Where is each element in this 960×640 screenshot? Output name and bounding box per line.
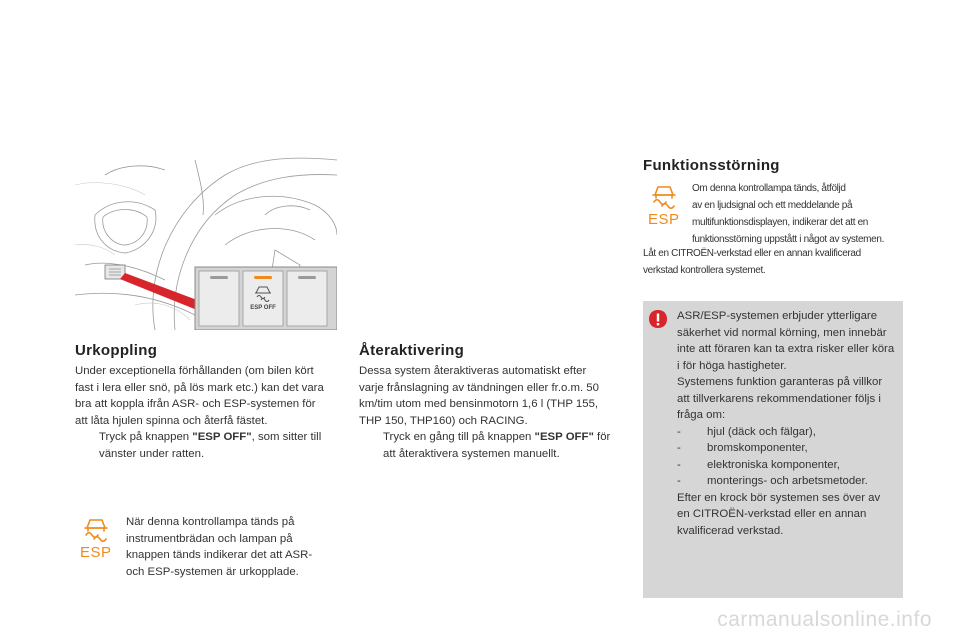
warning-outro: Efter en krock bör systemen ses över av en CITROËN-verkstad eller en annan kvalificerad verkstad. <box>677 491 881 537</box>
esp-off-button-label: ESP OFF <box>250 305 276 311</box>
funktionsstorning-after-text <box>643 245 913 279</box>
funktionsstorning-after-line: Låt en CITROËN-verkstad eller en annan kvalificerad <box>643 248 861 259</box>
funktionsstorning-line: funktionsstörning uppstått i något av systemen. <box>692 234 885 245</box>
esp-lamp-label: ESP <box>80 544 112 561</box>
funktionsstorning-after-line: verkstad kontrollera systemet. <box>643 265 766 276</box>
warning-list-item: - hjul (däck och fälgar), <box>677 425 816 438</box>
funktionsstorning-line: Om denna kontrollampa tänds, åtföljd <box>692 183 846 194</box>
bullet-marker-icon <box>359 429 383 462</box>
urkoppling-bullet-text: Tryck på knappen "ESP OFF", som sitter till vänster under ratten. <box>99 431 322 460</box>
urkoppling-section <box>75 363 330 462</box>
exclamation-icon <box>648 309 668 329</box>
esp-car-icon <box>648 183 680 209</box>
ateraktivering-section <box>359 363 614 462</box>
esp-fault-label: ESP <box>648 211 680 228</box>
warning-intro: ASR/ESP-systemen erbjuder ytterligare säkerhet vid normal körning, men innebär inte att föraren kan ta extra risker eller köra i för höga hastigheter. <box>677 310 895 372</box>
esp-warning-lamp-icon <box>80 516 112 560</box>
warning-icon <box>648 309 668 329</box>
ateraktivering-bullet-text: Tryck en gång till på knappen "ESP OFF" för att återaktivera systemen manuellt. <box>383 431 611 460</box>
warning-conditions: Systemens funktion garanteras på villkor att tillverkarens rekommendationer följs i fråga om: <box>677 376 883 421</box>
watermark-text: carmanualsonline.info <box>717 608 932 631</box>
dashboard-drawing <box>75 155 337 330</box>
ateraktivering-bullet <box>359 429 614 462</box>
bullet-marker-icon <box>75 429 99 462</box>
urkoppling-lamp-text: När denna kontrollampa tänds på instrumentbrädan och lampan på knappen tänds indikerar det att ASR- och ESP-systemen är urkopplade. <box>126 516 313 578</box>
dashboard-illustration <box>75 155 337 330</box>
urkoppling-title: Urkoppling <box>75 342 158 359</box>
esp-fault-lamp-icon <box>648 183 680 227</box>
ateraktivering-paragraph: Dessa system återaktiveras automatiskt efter varje frånslagning av tändningen eller fr.o.m. 50 km/tim utom med bensinmotorn 1,6 l (THP 155, THP 150, THP160) och RACING. <box>359 365 599 427</box>
esp-car-icon <box>80 516 112 542</box>
warning-list-item: - monterings- och arbetsmetoder. <box>677 475 868 487</box>
urkoppling-bullet <box>75 429 330 462</box>
urkoppling-paragraph: Under exceptionella förhållanden (om bilen kört fast i lera eller snö, på lös mark etc.) kan det vara bra att koppla ifrån ASR- och ESP-systemen för att låta hjulen spinna och återfå fästet. <box>75 365 324 427</box>
funktionsstorning-line: av en ljudsignal och ett meddelande på <box>692 200 853 211</box>
warning-list-item: - elektroniska komponenter, <box>677 458 840 471</box>
warning-text <box>677 308 895 539</box>
funktionsstorning-title: Funktionsstörning <box>643 157 780 174</box>
funktionsstorning-line: multifunktionsdisplayen, indikerar det att en <box>692 217 869 228</box>
funktionsstorning-lamp-text <box>692 180 912 248</box>
ateraktivering-title: Återaktivering <box>359 342 465 359</box>
warning-list-item: - bromskomponenter, <box>677 442 808 454</box>
